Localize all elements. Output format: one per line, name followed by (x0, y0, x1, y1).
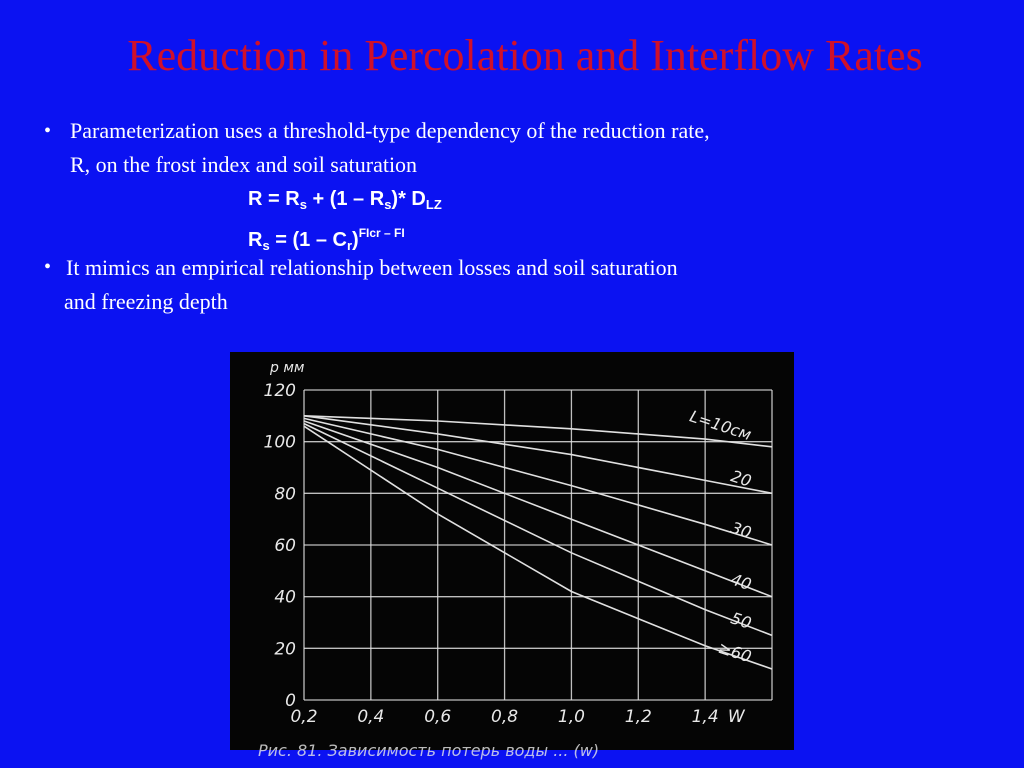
x-tick-label: 0,2 (290, 707, 318, 727)
bullet-1-line-2: R, on the frost index and soil saturation (70, 152, 418, 177)
x-tick-label: 1,4 (691, 707, 719, 727)
bullet-1-dot: • (44, 120, 52, 142)
y-axis-label: p мм (270, 360, 305, 376)
y-tick-label: 80 (274, 484, 296, 505)
series-label-3: 40 (728, 569, 754, 595)
bullet-1-line-1: Parameterization uses a threshold-type dependency of the reduction rate, (70, 118, 710, 143)
series-line-4 (304, 424, 772, 636)
y-tick-label: 100 (263, 432, 296, 453)
y-tick-label: 40 (274, 587, 296, 608)
x-tick-label: 1,0 (557, 707, 585, 727)
formula-r: $R = R_s + (1 - R_s)*$ $D_{LZ}$ (248, 188, 442, 212)
y-tick-label: 60 (274, 536, 296, 556)
y-tick-label: 20 (274, 639, 296, 660)
chart-figure (230, 352, 794, 760)
series-line-5 (304, 426, 772, 669)
series-line-2 (304, 418, 772, 545)
x-tick-label: 0,4 (357, 707, 385, 727)
series-label-0: L=10см (687, 406, 754, 445)
x-tick-label: 0,8 (491, 707, 519, 727)
slide-title: Reduction in Percolation and Interflow Rates (127, 31, 923, 80)
y-tick-label: 0 (285, 691, 296, 711)
losses-chart (230, 352, 794, 760)
bullet-2-line-2: and freezing depth (64, 289, 228, 314)
series-line-3 (304, 421, 772, 597)
series-label-1: 20 (728, 466, 754, 491)
series-label-2: 30 (728, 518, 754, 543)
x-tick-label: 1,2 (624, 707, 652, 727)
y-tick-label: 120 (263, 381, 296, 401)
x-tick-label: 0,6 (424, 707, 452, 727)
bullet-2-line-1: It mimics an empirical relationship between losses and soil saturation (66, 255, 678, 280)
series-label-4: 50 (728, 608, 754, 633)
x-axis-label: W (727, 707, 745, 727)
formula-rs: $R_s = (1 - C_r)^{FIcr - FI}$ (248, 226, 405, 253)
series-label-5: ≥60 (715, 637, 754, 667)
bullet-2-dot: • (44, 256, 52, 278)
figure-caption: Рис. 81. Зависимость потерь воды ... (w) (258, 741, 600, 760)
